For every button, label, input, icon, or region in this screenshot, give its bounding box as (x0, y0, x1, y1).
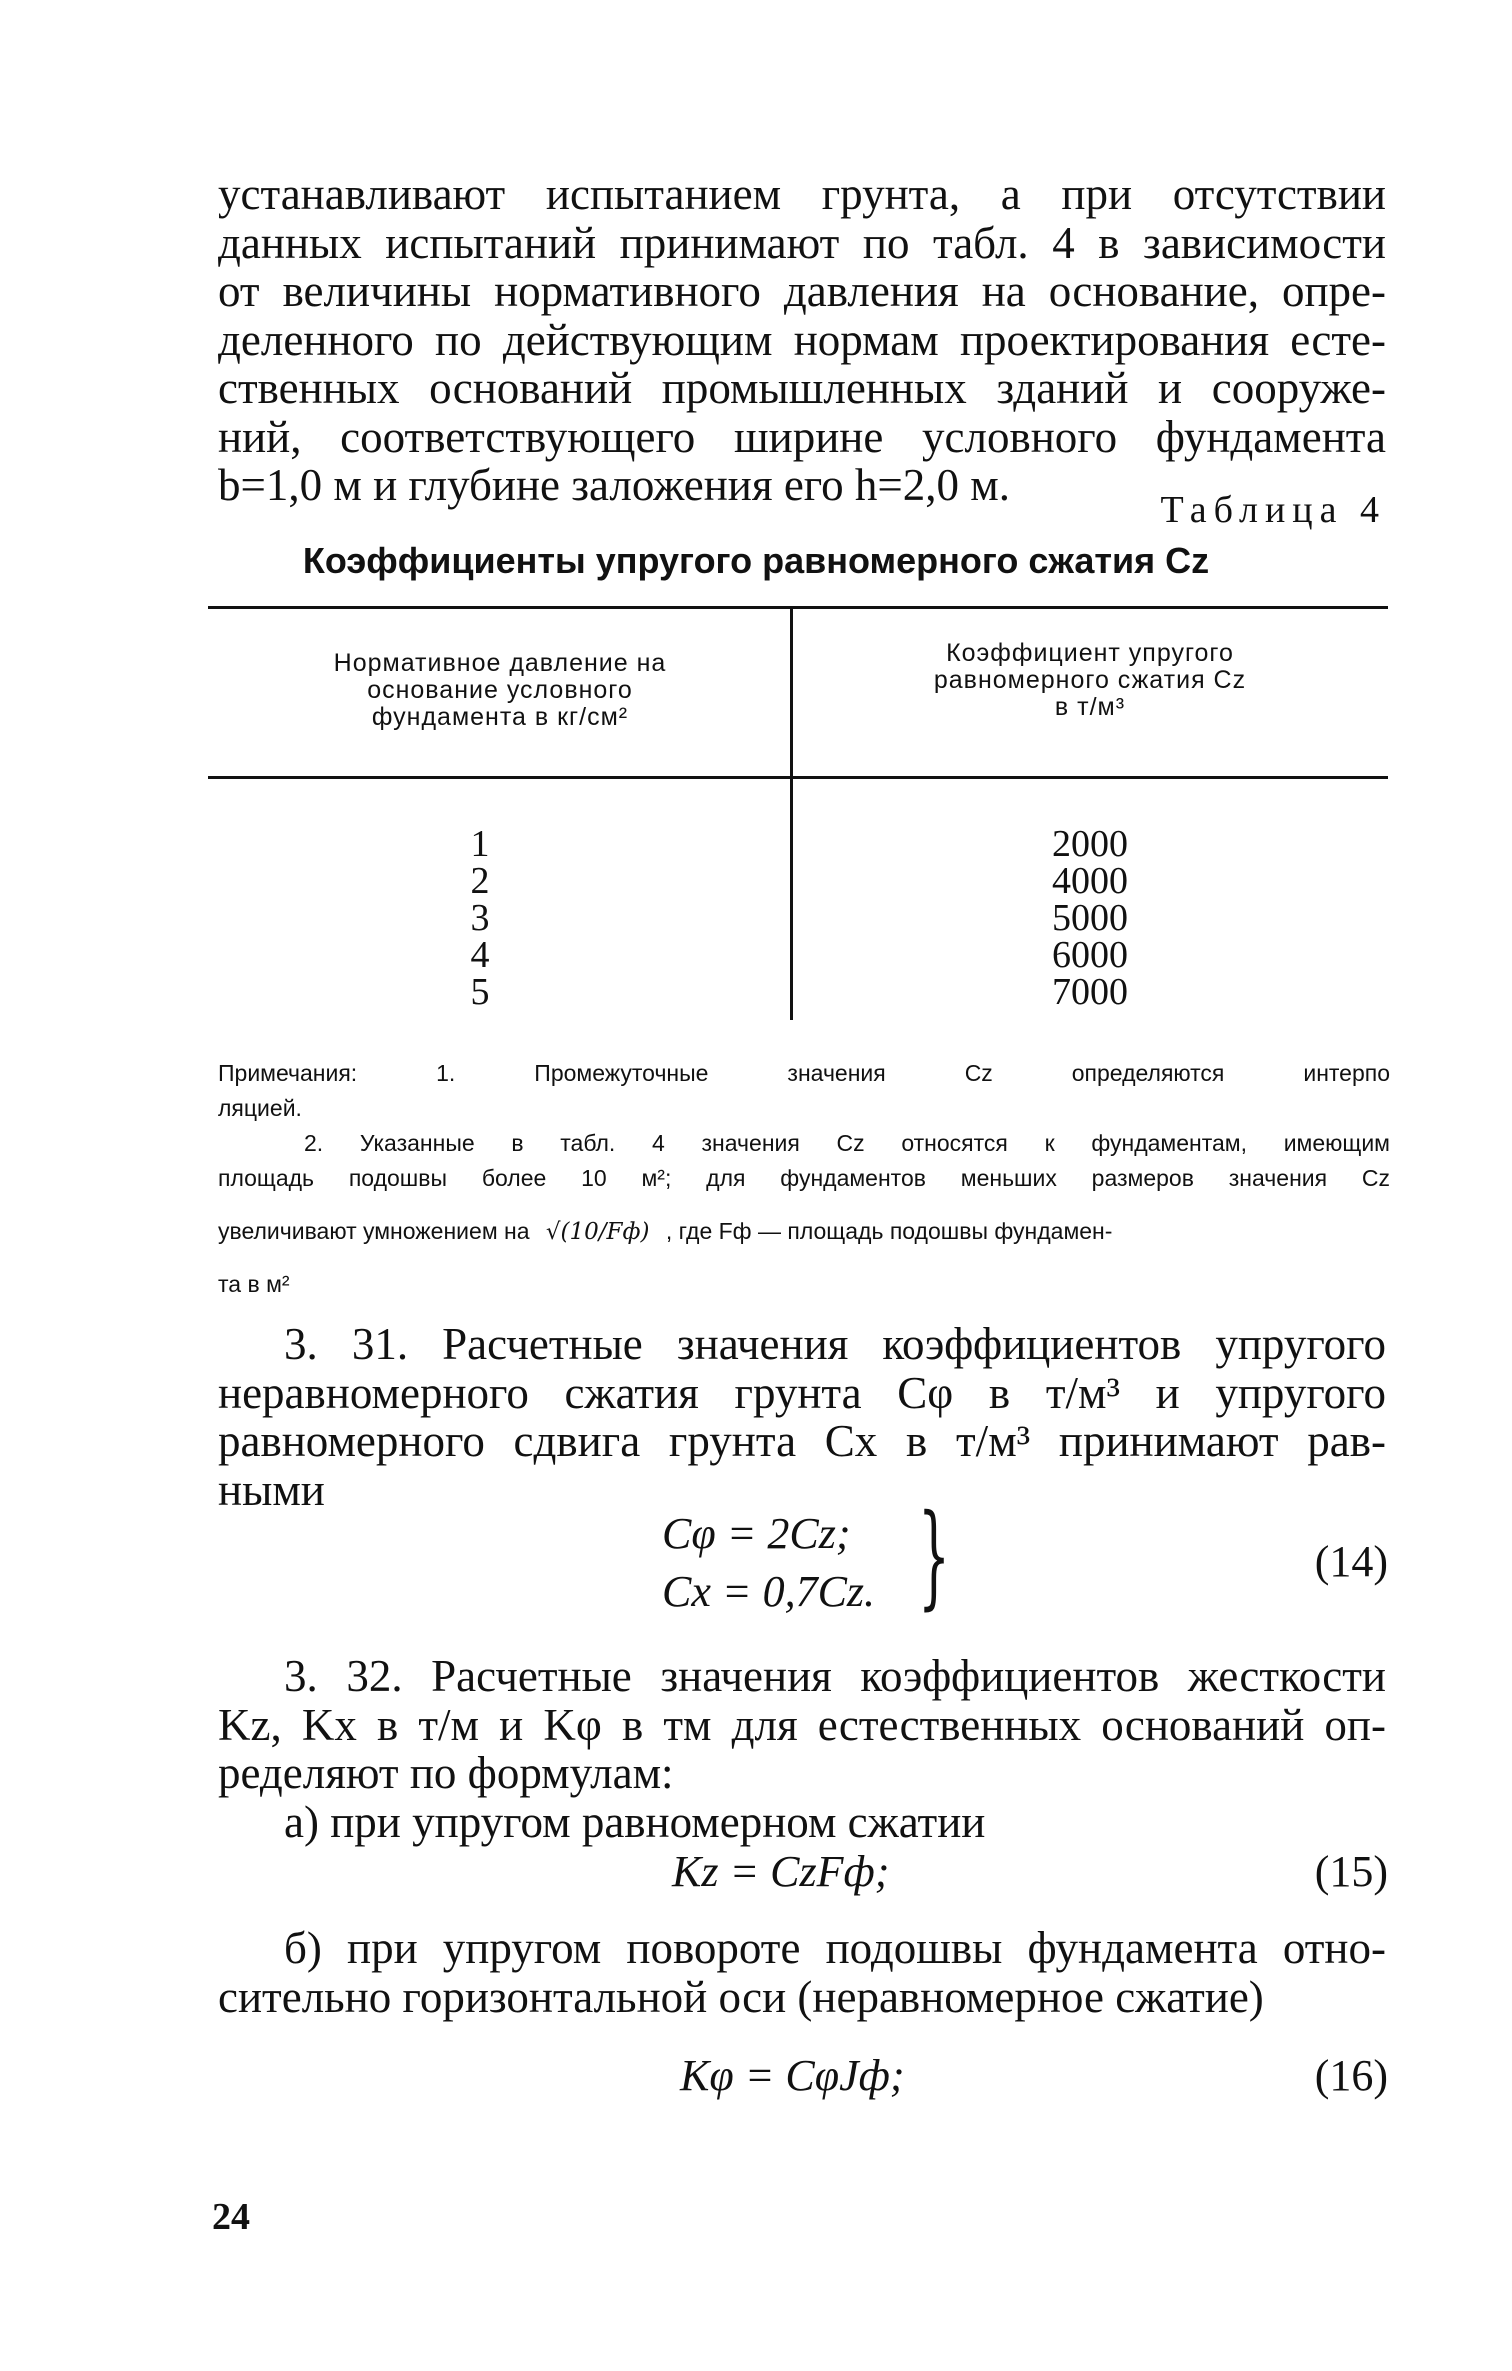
pressure-cell: 1 (470, 823, 490, 865)
note-line: 2. Указанные в табл. 4 значения Cz относятся к фундаментам, имеющим (304, 1130, 1390, 1156)
sqrt-formula: √(10/Fф) (545, 1219, 650, 1245)
coefficient-cell: 2000 (1052, 823, 1128, 865)
formula-c-phi: Cφ = 2Cz; (662, 1509, 851, 1558)
intro-line: b=1,0 м и глубине заложения его h=2,0 м. (218, 460, 1010, 510)
coefficient-cell: 4000 (1052, 860, 1128, 902)
formula-k-phi: Kφ = CφJф; (680, 2051, 905, 2100)
header-line: основание условного (367, 676, 633, 704)
intro-line: ний, соответствующего ширине условного фундамента (218, 411, 1386, 462)
intro-line: ственных оснований промышленных зданий и сооруже- (218, 363, 1386, 413)
pressure-column (220, 823, 740, 1013)
note-text: увеличивают умножением на (218, 1218, 530, 1244)
intro-paragraph (218, 170, 1386, 510)
section-line: ределяют по формулам: (218, 1748, 674, 1798)
equation-number-16: (16) (1314, 2051, 1388, 2100)
note-line: ляцией. (218, 1095, 302, 1121)
coefficient-column (800, 823, 1380, 1013)
header-line: Коэффициент упругого (946, 639, 1234, 667)
header-coefficient (800, 640, 1380, 721)
section-3-32 (218, 1652, 1386, 1846)
page-number: 24 (212, 2196, 250, 2238)
section-line: Kz, Kx в т/м и Kφ в тм для естественных оснований оп- (218, 1699, 1386, 1750)
note-line: площадь подошвы более 10 м²; для фундаментов меньших размеров значения Cz (218, 1165, 1390, 1191)
equation-number-14: (14) (1314, 1537, 1388, 1586)
table-top-rule (208, 606, 1388, 609)
section-3-31 (218, 1320, 1386, 1514)
coefficient-cell: 5000 (1052, 897, 1128, 939)
header-line: фундамента в кг/см² (371, 703, 629, 731)
pressure-cell: 3 (470, 897, 490, 939)
table-column-divider (790, 608, 793, 1020)
section-line: 3. 31. Расчетные значения коэффициентов упругого (284, 1319, 1386, 1369)
header-line: в т/м³ (1054, 693, 1126, 721)
table-title: Коэффициенты упругого равномерного сжатия Cz (302, 540, 1210, 581)
equation-number-15: (15) (1314, 1847, 1388, 1896)
table-number: Таблица 4 (1160, 489, 1386, 531)
section-line: 3. 32. Расчетные значения коэффициентов жесткости (284, 1651, 1386, 1701)
table-header-rule (208, 776, 1388, 779)
header-line: равномерного сжатия Cz (933, 666, 1247, 694)
coefficient-cell: 7000 (1052, 971, 1128, 1013)
note-line: та в м² (218, 1271, 290, 1297)
section-line: неравномерного сжатия грунта Cφ в т/м³ и упругого (218, 1367, 1386, 1418)
coefficient-cell: 6000 (1052, 934, 1128, 976)
table-notes (218, 1056, 1390, 1302)
note-line (218, 1196, 1390, 1267)
item-b (218, 1924, 1386, 2021)
intro-line: от величины нормативного давления на основание, опре- (218, 266, 1386, 316)
note-line: Примечания: 1. Промежуточные значения Cz определяются интерпо (218, 1060, 1390, 1086)
item-b-line: б) при упругом повороте подошвы фундамента отно- (284, 1923, 1386, 1973)
intro-line: данных испытаний принимают по табл. 4 в зависимости (218, 217, 1386, 268)
pressure-cell: 4 (470, 934, 490, 976)
pressure-cell: 2 (470, 860, 490, 902)
formula-c-x: Cx = 0,7Cz. (662, 1567, 876, 1616)
item-a: а) при упругом равномерном сжатии (284, 1796, 986, 1847)
intro-line: деленного по действующим нормам проектирования есте- (218, 314, 1386, 365)
pressure-cell: 5 (470, 971, 490, 1013)
section-line: ными (218, 1464, 325, 1515)
formula-kz: Kz = CzFф; (672, 1847, 890, 1896)
right-brace: } (918, 1491, 951, 1621)
header-line: Нормативное давление на (333, 649, 667, 677)
note-text: , где Fф — площадь подошвы фундамен- (665, 1218, 1113, 1244)
intro-line: устанавливают испытанием грунта, а при отсутствии (218, 169, 1386, 219)
section-line: равномерного сдвига грунта Cx в т/м³ принимают рав- (218, 1416, 1386, 1466)
header-pressure (220, 650, 780, 731)
item-b-line: сительно горизонтальной оси (неравномерное сжатие) (218, 1971, 1264, 2022)
